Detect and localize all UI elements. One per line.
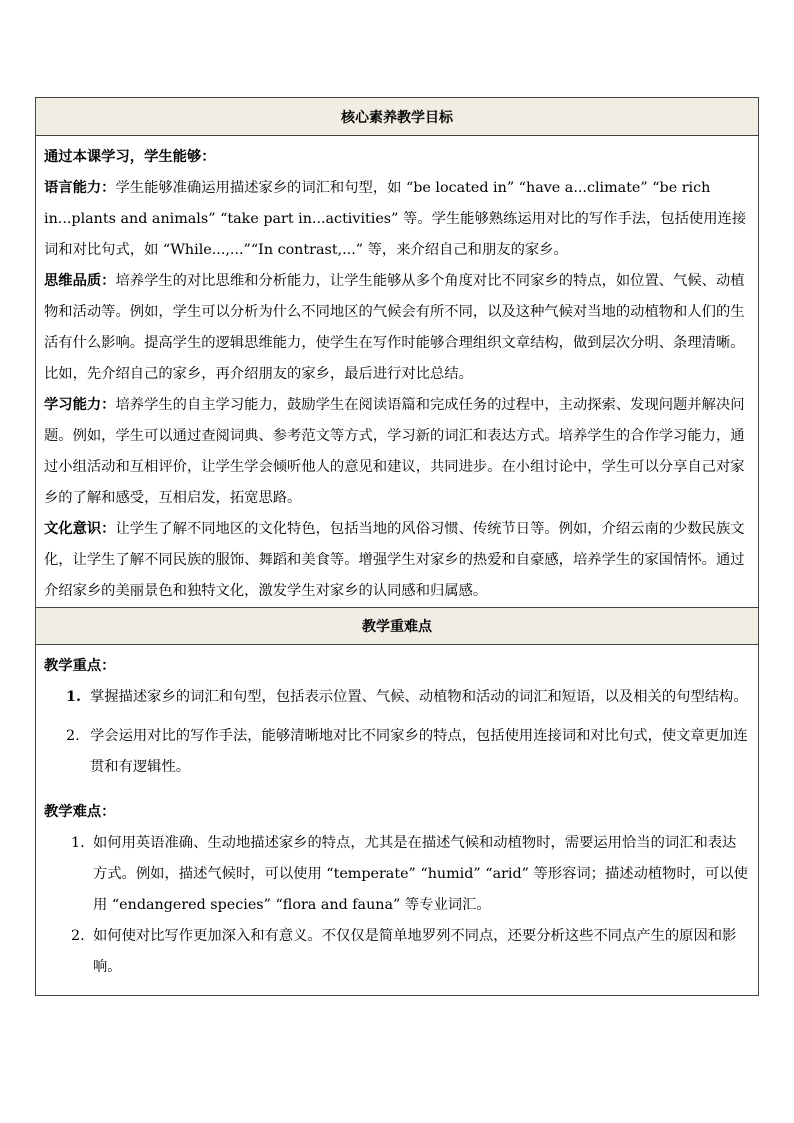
objective-text: 让学生了解不同地区的文化特色，包括当地的风俗习惯、传统节日等。例如，介绍云南的少数民族文化，让学生了解不同民族的服饰、舞蹈和美食等。增强学生对家乡的热爱和自豪感，培养学生的家国情怀。通过介绍家乡的美丽景色和独特文化，激发学生对家乡的认同感和归属感。 bbox=[44, 521, 745, 599]
objective-label: 思维品质： bbox=[44, 273, 116, 289]
list-number: 1. bbox=[66, 689, 81, 705]
list-item bbox=[44, 721, 748, 783]
objective-language bbox=[44, 173, 748, 266]
list-item bbox=[44, 921, 748, 983]
lesson-plan-table bbox=[35, 97, 759, 996]
objective-text: 培养学生的对比思维和分析能力，让学生能够从多个角度对比不同家乡的特点，如位置、气候、动植物和活动等。例如，学生可以分析为什么不同地区的气候会有所不同，以及这种气候对当地的动植物和人们的生活有什么影响。提高学生的逻辑思维能力，使学生在写作时能够合理组织文章结构，做到层次分明、条理清晰。比如，先介绍自己的家乡，再介绍朋友的家乡，最后进行对比总结。 bbox=[44, 273, 745, 382]
objectives-header: 核心素养教学目标 bbox=[36, 98, 758, 136]
list-text: 如何使对比写作更加深入和有意义。不仅仅是简单地罗列不同点，还要分析这些不同点产生的原因和影响。 bbox=[93, 928, 737, 975]
difficulty-list bbox=[44, 828, 748, 983]
objective-text: 培养学生的自主学习能力，鼓励学生在阅读语篇和完成任务的过程中，主动探索、发现问题并解决问题。例如，学生可以通过查阅词典、参考范文等方式，学习新的词汇和表达方式。培养学生的合作学习能力，通过小组活动和互相评价，让学生学会倾听他人的意见和建议，共同进步。在小组讨论中，学生可以分享自己对家乡的了解和感受，互相启发，拓宽思路。 bbox=[44, 397, 745, 506]
list-number: 1. bbox=[71, 835, 85, 851]
keypoints-cell bbox=[36, 645, 758, 983]
objectives-intro: 通过本课学习，学生能够： bbox=[44, 149, 216, 165]
objective-text: 学生能够准确运用描述家乡的词汇和句型，如 “be located in” “have a...climate” “be rich in...plants and animals” “take part in...activities” 等。学生能够熟练运用对比的写作手法，包括使用连接词和对比句式，如 “While...,...”“In contrast,...” 等，来介绍自己和朋友的家乡。 bbox=[44, 180, 747, 258]
objective-culture bbox=[44, 514, 748, 607]
spacer bbox=[44, 713, 748, 721]
list-text: 如何用英语准确、生动地描述家乡的特点，尤其是在描述气候和动植物时，需要运用恰当的词汇和表达方式。例如，描述气候时，可以使用 “temperate” “humid” “arid” 等形容词；描述动植物时，可以使用 “endangered species” “flora and fauna” 等专业词汇。 bbox=[93, 835, 748, 913]
list-number: 2. bbox=[71, 928, 85, 944]
list-number: 2. bbox=[66, 728, 80, 744]
objective-label: 语言能力： bbox=[44, 180, 116, 196]
objective-learning bbox=[44, 390, 748, 514]
keypoints-header: 教学重难点 bbox=[36, 607, 758, 645]
objective-label: 文化意识： bbox=[44, 521, 116, 537]
difficulty-title: 教学难点： bbox=[44, 804, 116, 820]
list-text: 掌握描述家乡的词汇和句型，包括表示位置、气候、动植物和活动的词汇和短语，以及相关的句型结构。 bbox=[90, 689, 748, 705]
focus-title: 教学重点： bbox=[44, 658, 116, 674]
objectives-cell bbox=[36, 136, 758, 607]
list-item bbox=[44, 828, 748, 921]
list-text: 学会运用对比的写作手法，能够清晰地对比不同家乡的特点，包括使用连接词和对比句式，使文章更加连贯和有逻辑性。 bbox=[90, 728, 748, 775]
focus-list bbox=[44, 682, 748, 783]
list-item bbox=[44, 682, 748, 713]
objective-thinking bbox=[44, 266, 748, 390]
spacer bbox=[44, 783, 748, 797]
objective-label: 学习能力： bbox=[44, 397, 116, 413]
